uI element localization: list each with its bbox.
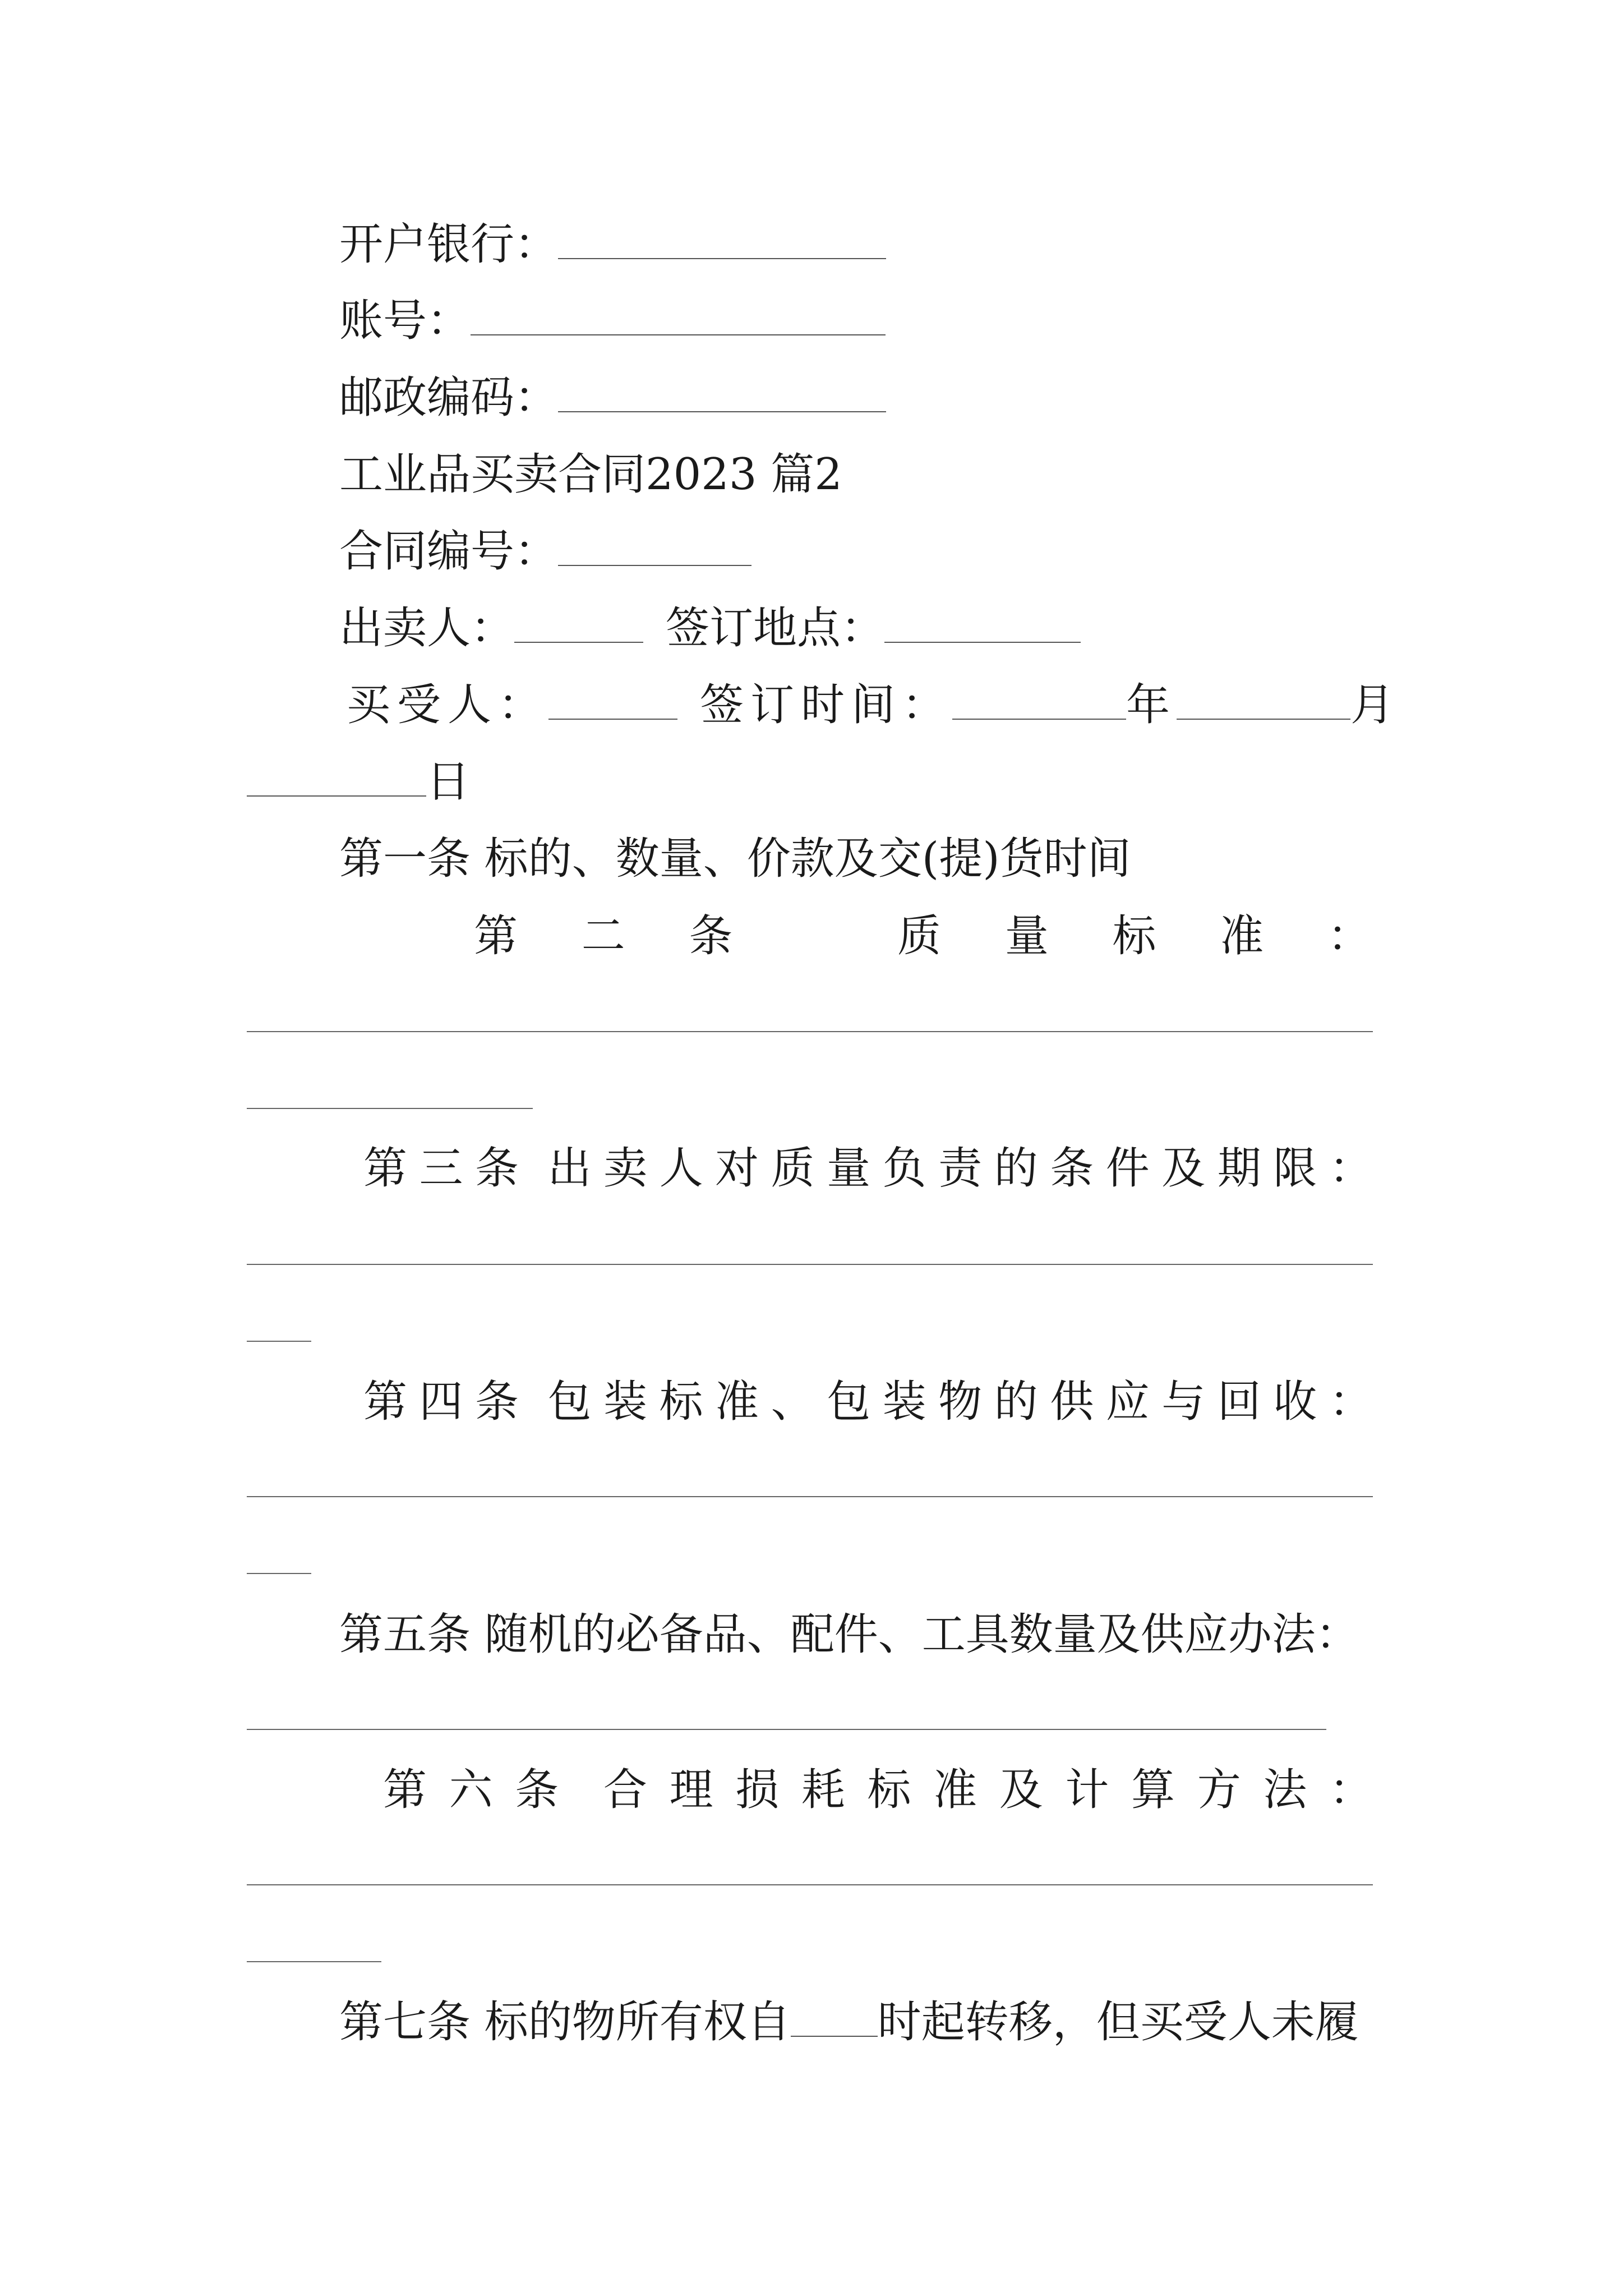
article-4-char: 条 bbox=[475, 1377, 519, 1427]
article-6-char: 准 bbox=[933, 1765, 978, 1815]
article-6-char: 方 bbox=[1197, 1765, 1241, 1815]
article-2-blank-line-2[interactable] bbox=[247, 1108, 533, 1109]
article-4-char: ： bbox=[1329, 1377, 1373, 1427]
article-3-char: 负 bbox=[882, 1143, 926, 1194]
day-line bbox=[247, 757, 471, 807]
article-3-char: 的 bbox=[994, 1143, 1038, 1194]
article-6-char: 理 bbox=[669, 1765, 713, 1815]
year-label: 年 bbox=[1126, 680, 1177, 730]
article-3-char: 人 bbox=[659, 1143, 703, 1194]
article-3-blank-line-2[interactable] bbox=[247, 1341, 311, 1342]
postcode-blank[interactable] bbox=[558, 376, 886, 412]
article-2-char: 量 bbox=[1004, 911, 1049, 961]
article-6-blank-line-2[interactable] bbox=[247, 1961, 381, 1962]
article-4-char: 收 bbox=[1273, 1377, 1317, 1427]
article-3-char: 条 bbox=[1050, 1143, 1094, 1194]
article-2-blank-line-1[interactable] bbox=[247, 1031, 1373, 1032]
article-6-blank-line-1[interactable] bbox=[247, 1884, 1373, 1885]
seller-label: 出卖人： bbox=[339, 603, 515, 654]
article-3-char: 件 bbox=[1105, 1143, 1150, 1194]
bank-line bbox=[339, 219, 886, 270]
article-3-char: 量 bbox=[827, 1143, 871, 1194]
article-6-char: 第 bbox=[383, 1765, 427, 1815]
article-3-char: 条 bbox=[475, 1143, 519, 1194]
article-6-char: 及 bbox=[999, 1765, 1043, 1815]
article-7-start: 第七条 标的物所有权自 bbox=[339, 1997, 791, 2047]
day-blank[interactable] bbox=[247, 761, 426, 797]
article-3-char: 及 bbox=[1161, 1143, 1206, 1194]
contract-no-blank[interactable] bbox=[558, 530, 751, 566]
article-3-char: 第 bbox=[363, 1143, 408, 1194]
article-6-char: 条 bbox=[515, 1765, 559, 1815]
sign-place-blank[interactable] bbox=[884, 607, 1081, 643]
article-3-char: 质 bbox=[771, 1143, 815, 1194]
article-4-char: 物 bbox=[938, 1377, 983, 1427]
article-5-blank-line[interactable] bbox=[247, 1729, 1326, 1730]
contract-no-label: 合同编号： bbox=[339, 526, 559, 577]
article-4-char: 装 bbox=[882, 1377, 926, 1427]
article-1: 第一条 标的、数量、价款及交(提)货时间 bbox=[339, 834, 1131, 884]
year-blank[interactable] bbox=[952, 684, 1126, 720]
article-4-char: 供 bbox=[1050, 1377, 1094, 1427]
article-2-char: 标 bbox=[1112, 911, 1156, 961]
article-4-char: 装 bbox=[603, 1377, 648, 1427]
article-2-char: 条 bbox=[689, 911, 733, 961]
article-4-char: 的 bbox=[994, 1377, 1038, 1427]
article-7-end: 时起转移，但买受人未履 bbox=[877, 1997, 1359, 2047]
account-label: 账号： bbox=[339, 296, 471, 346]
article-4-blank-line-1[interactable] bbox=[247, 1496, 1373, 1497]
bank-label: 开户银行： bbox=[339, 219, 559, 270]
contract-title: 工业品买卖合同2023 篇2 bbox=[339, 449, 842, 500]
article-3-char: 限 bbox=[1273, 1143, 1317, 1194]
article-5: 第五条 随机的必备品、配件、工具数量及供应办法： bbox=[339, 1609, 1359, 1660]
article-2-char: 第 bbox=[474, 911, 518, 961]
sign-place-label: 签订地点： bbox=[666, 603, 885, 654]
article-4-char: 应 bbox=[1105, 1377, 1150, 1427]
seller-line bbox=[339, 603, 1081, 654]
article-4-char: 与 bbox=[1161, 1377, 1206, 1427]
buyer-blank[interactable] bbox=[548, 684, 677, 720]
article-3-char: 卖 bbox=[603, 1143, 648, 1194]
article-6-char: 损 bbox=[735, 1765, 780, 1815]
account-blank[interactable] bbox=[471, 300, 886, 335]
article-7 bbox=[339, 1997, 1359, 2047]
article-3-char: ： bbox=[1329, 1143, 1373, 1194]
article-2-char: ： bbox=[1327, 911, 1371, 961]
seller-blank[interactable] bbox=[514, 607, 643, 643]
buyer-line bbox=[347, 680, 1401, 730]
article-6-char: 算 bbox=[1131, 1765, 1175, 1815]
article-2-char: 二 bbox=[581, 911, 625, 961]
article-2-char: 准 bbox=[1220, 911, 1264, 961]
article-4-char: 四 bbox=[419, 1377, 463, 1427]
article-6-char: ： bbox=[1329, 1765, 1373, 1815]
article-3-char: 对 bbox=[715, 1143, 759, 1194]
article-2-heading bbox=[474, 911, 1371, 961]
contract-no-line bbox=[339, 526, 751, 577]
sign-time-label: 签订时间： bbox=[700, 680, 953, 730]
article-6-char: 耗 bbox=[801, 1765, 845, 1815]
article-6-char: 标 bbox=[867, 1765, 911, 1815]
article-3-heading bbox=[363, 1143, 1373, 1194]
article-4-blank-line-2[interactable] bbox=[247, 1573, 311, 1574]
article-3-char: 期 bbox=[1217, 1143, 1261, 1194]
month-label: 月 bbox=[1350, 680, 1401, 730]
article-7-blank[interactable] bbox=[791, 2001, 878, 2037]
account-line bbox=[339, 296, 886, 346]
article-3-char: 出 bbox=[547, 1143, 592, 1194]
article-4-heading bbox=[363, 1377, 1373, 1427]
article-4-char: 第 bbox=[363, 1377, 408, 1427]
article-4-char: 准 bbox=[715, 1377, 759, 1427]
article-6-heading bbox=[383, 1765, 1373, 1815]
postcode-line bbox=[339, 372, 886, 423]
article-6-char: 法 bbox=[1263, 1765, 1307, 1815]
article-3-blank-line-1[interactable] bbox=[247, 1264, 1373, 1265]
month-blank[interactable] bbox=[1177, 684, 1350, 720]
article-2-char: 质 bbox=[897, 911, 942, 961]
bank-blank[interactable] bbox=[558, 223, 886, 259]
article-4-char: 标 bbox=[659, 1377, 703, 1427]
buyer-label: 买受人： bbox=[347, 680, 549, 730]
article-3-char: 三 bbox=[419, 1143, 463, 1194]
day-label: 日 bbox=[426, 757, 471, 807]
article-4-char: 回 bbox=[1217, 1377, 1261, 1427]
article-3-char: 责 bbox=[938, 1143, 983, 1194]
article-6-char: 合 bbox=[603, 1765, 647, 1815]
postcode-label: 邮政编码： bbox=[339, 372, 559, 423]
article-6-char: 六 bbox=[449, 1765, 493, 1815]
article-4-char: 、 bbox=[771, 1377, 815, 1427]
article-4-char: 包 bbox=[827, 1377, 871, 1427]
article-4-char: 包 bbox=[547, 1377, 592, 1427]
article-6-char: 计 bbox=[1065, 1765, 1109, 1815]
